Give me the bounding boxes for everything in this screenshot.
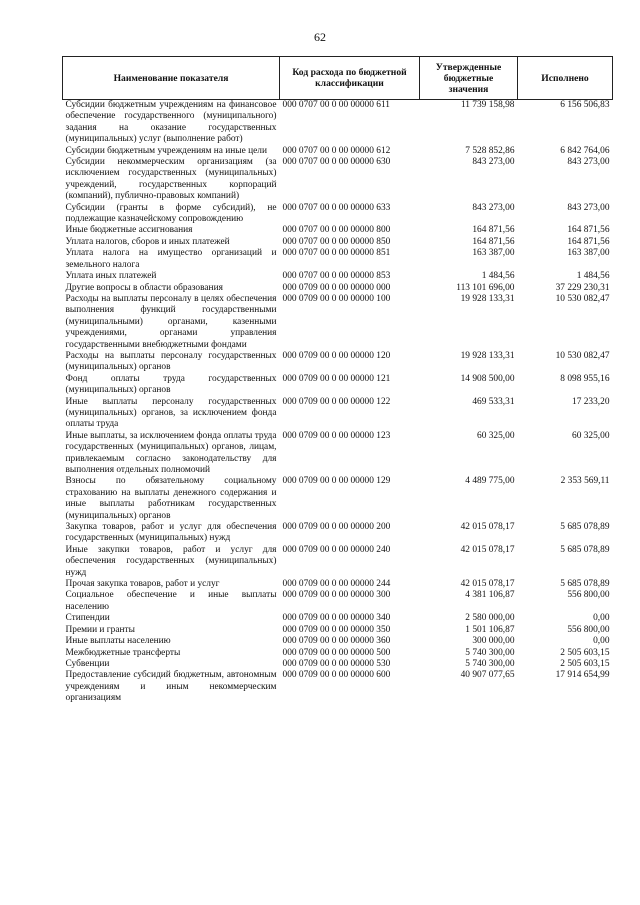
approved-value-cell: 19 928 133,31 <box>460 350 515 361</box>
executed-value-cell: 17 914 654,99 <box>555 670 610 681</box>
header-expense-code: Код расхода по бюджетной классификации <box>280 57 420 100</box>
approved-value-cell: 4 381 106,87 <box>465 590 515 601</box>
indicator-name-cell: Субсидии бюджетным учреждениям на иные цели <box>65 145 267 156</box>
expense-code-cell: 000 0707 00 0 00 00000 611 <box>282 100 390 110</box>
table-row <box>63 476 613 522</box>
approved-value-cell: 40 907 077,65 <box>460 670 515 681</box>
budget-execution-table <box>62 56 613 705</box>
table-row <box>63 648 613 659</box>
table-row <box>63 283 613 294</box>
executed-value-cell: 843 273,00 <box>567 202 610 213</box>
expense-code-cell: 000 0709 00 0 00 00000 129 <box>282 476 391 487</box>
expense-code-cell: 000 0709 00 0 00 00000 350 <box>282 624 391 635</box>
approved-value-cell: 5 740 300,00 <box>465 647 515 658</box>
table-row <box>63 590 613 613</box>
indicator-name-cell: Иные выплаты, за исключением фонда оплаты труда государственных (муниципальных) органов, лицам, привлекаемым согласно законодательству для выполнения отдельных полномочий <box>65 430 277 475</box>
table-row <box>63 522 613 545</box>
expense-code-cell: 000 0707 00 0 00 00000 633 <box>282 202 391 213</box>
expense-code-cell: 000 0709 00 0 00 00000 500 <box>282 647 391 658</box>
table-body <box>63 100 613 705</box>
approved-value-cell: 164 871,56 <box>472 236 515 247</box>
approved-value-cell: 5 740 300,00 <box>465 658 515 669</box>
approved-value-cell: 11 739 158,98 <box>460 100 515 110</box>
approved-value-cell: 14 908 500,00 <box>460 373 515 384</box>
indicator-name-cell: Иные выплаты населению <box>65 636 171 647</box>
indicator-name-cell: Субсидии бюджетным учреждениям на финансовое обеспечение государственного (муниципального) задания на оказание государственных (муниципальных) услуг (выполнение работ) <box>65 100 277 145</box>
expense-code-cell: 000 0709 00 0 00 00000 122 <box>282 396 391 407</box>
executed-value-cell: 556 800,00 <box>567 624 610 635</box>
expense-code-cell: 000 0707 00 0 00 00000 612 <box>282 145 391 156</box>
indicator-name-cell: Прочая закупка товаров, работ и услуг <box>65 579 220 590</box>
executed-value-cell: 5 685 078,89 <box>560 544 610 555</box>
executed-value-cell: 60 325,00 <box>572 430 610 441</box>
executed-value-cell: 10 530 082,47 <box>555 293 610 304</box>
indicator-name-cell: Субсидии (гранты в форме субсидий), не подлежащие казначейскому сопровождению <box>65 202 277 225</box>
page-number: 62 <box>314 30 326 44</box>
expense-code-cell: 000 0709 00 0 00 00000 600 <box>282 670 391 681</box>
executed-value-cell: 556 800,00 <box>567 590 610 601</box>
expense-code-cell: 000 0709 00 0 00 00000 244 <box>282 579 391 590</box>
executed-value-cell: 10 530 082,47 <box>555 350 610 361</box>
executed-value-cell: 1 484,56 <box>576 271 610 282</box>
expense-code-cell: 000 0709 00 0 00 00000 120 <box>282 350 391 361</box>
table-row <box>63 374 613 397</box>
indicator-name-cell: Иные выплаты персоналу государственных (муниципальных) органов, за исключением фонда оплаты труда <box>65 396 277 430</box>
indicator-name-cell: Межбюджетные трансферты <box>65 647 181 658</box>
approved-value-cell: 300 000,00 <box>472 636 515 647</box>
expense-code-cell: 000 0709 00 0 00 00000 360 <box>282 636 391 647</box>
approved-value-cell: 19 928 133,31 <box>460 293 515 304</box>
table-row <box>63 100 613 146</box>
table-row <box>63 294 613 351</box>
header-row <box>63 57 613 100</box>
approved-value-cell: 163 387,00 <box>472 248 515 259</box>
table-row <box>63 579 613 590</box>
table-row <box>63 670 613 704</box>
indicator-name-cell: Уплата налога на имущество организаций и земельного налога <box>65 248 277 270</box>
approved-value-cell: 1 484,56 <box>481 271 515 282</box>
indicator-name-cell: Расходы на выплаты персоналу государственных (муниципальных) органов <box>65 350 277 373</box>
approved-value-cell: 4 489 775,00 <box>465 476 515 487</box>
executed-value-cell: 37 229 230,31 <box>555 282 610 293</box>
table-row <box>63 248 613 271</box>
table-row <box>63 397 613 431</box>
expense-code-cell: 000 0707 00 0 00 00000 851 <box>282 248 391 259</box>
executed-value-cell: 0,00 <box>593 636 610 647</box>
table-row <box>63 225 613 236</box>
indicator-name-cell: Уплата иных платежей <box>65 271 157 282</box>
executed-value-cell: 8 098 955,16 <box>560 373 610 384</box>
expense-code-cell: 000 0709 00 0 00 00000 100 <box>282 293 391 304</box>
table-row <box>63 351 613 374</box>
indicator-name-cell: Стипендии <box>65 613 110 624</box>
executed-value-cell: 5 685 078,89 <box>560 579 610 590</box>
approved-value-cell: 469 533,31 <box>472 396 515 407</box>
table-row <box>63 625 613 636</box>
approved-value-cell: 42 015 078,17 <box>460 579 515 590</box>
executed-value-cell: 0,00 <box>593 613 610 624</box>
executed-value-cell: 163 387,00 <box>567 248 610 259</box>
executed-value-cell: 2 505 603,15 <box>560 658 610 669</box>
table-row <box>63 203 613 226</box>
indicator-name-cell: Социальное обеспечение и иные выплаты населению <box>65 590 277 612</box>
approved-value-cell: 164 871,56 <box>472 225 515 236</box>
expense-code-cell: 000 0707 00 0 00 00000 853 <box>282 271 391 282</box>
indicator-name-cell: Субвенции <box>65 658 110 669</box>
expense-code-cell: 000 0709 00 0 00 00000 300 <box>282 590 391 601</box>
executed-value-cell: 2 353 569,11 <box>560 476 610 487</box>
executed-value-cell: 6 156 506,83 <box>560 100 610 110</box>
approved-value-cell: 42 015 078,17 <box>460 522 515 533</box>
executed-value-cell: 164 871,56 <box>567 236 610 247</box>
expense-code-cell: 000 0709 00 0 00 00000 240 <box>282 544 391 555</box>
expense-code-cell: 000 0709 00 0 00 00000 340 <box>282 613 391 624</box>
expense-code-cell: 000 0707 00 0 00 00000 630 <box>282 157 391 168</box>
executed-value-cell: 5 685 078,89 <box>560 522 610 533</box>
indicator-name-cell: Предоставление субсидий бюджетным, автономным учреждениям и иным некоммерческим организациям <box>65 670 277 704</box>
table-row <box>63 157 613 203</box>
approved-value-cell: 113 101 696,00 <box>456 282 515 293</box>
indicator-name-cell: Субсидии некоммерческим организациям (за исключением государственных (муниципальных) учреждений, государственных корпораций (компаний), публично-правовых компаний) <box>65 157 277 202</box>
expense-code-cell: 000 0709 00 0 00 00000 530 <box>282 658 391 669</box>
approved-value-cell: 843 273,00 <box>472 202 515 213</box>
table-row <box>63 659 613 670</box>
approved-value-cell: 7 528 852,86 <box>465 145 515 156</box>
header-indicator-name: Наименование показателя <box>63 57 280 100</box>
table-row <box>63 545 613 579</box>
indicator-name-cell: Другие вопросы в области образования <box>65 282 223 293</box>
expense-code-cell: 000 0709 00 0 00 00000 123 <box>282 430 391 441</box>
table-row <box>63 431 613 477</box>
table-row <box>63 613 613 624</box>
executed-value-cell: 17 233,20 <box>572 396 610 407</box>
expense-code-cell: 000 0709 00 0 00 00000 200 <box>282 522 391 533</box>
expense-code-cell: 000 0709 00 0 00 00000 121 <box>282 373 391 384</box>
expense-code-cell: 000 0707 00 0 00 00000 850 <box>282 236 391 247</box>
indicator-name-cell: Закупка товаров, работ и услуг для обеспечения государственных (муниципальных) нужд <box>65 522 277 544</box>
indicator-name-cell: Иные закупки товаров, работ и услуг для обеспечения государственных (муниципальных) нужд <box>65 544 277 578</box>
indicator-name-cell: Уплата налогов, сборов и иных платежей <box>65 236 230 247</box>
expense-code-cell: 000 0707 00 0 00 00000 800 <box>282 225 391 236</box>
indicator-name-cell: Иные бюджетные ассигнования <box>65 225 193 236</box>
header-executed: Исполнено <box>518 57 613 100</box>
approved-value-cell: 60 325,00 <box>477 430 515 441</box>
approved-value-cell: 2 580 000,00 <box>465 613 515 624</box>
indicator-name-cell: Взносы по обязательному социальному страхованию на выплаты денежного содержания и иные выплаты работникам государственных (муниципальных) органов <box>65 476 277 521</box>
table-row <box>63 237 613 248</box>
approved-value-cell: 42 015 078,17 <box>460 544 515 555</box>
expense-code-cell: 000 0709 00 0 00 00000 000 <box>282 282 391 293</box>
indicator-name-cell: Фонд оплаты труда государственных (муниципальных) органов <box>65 373 277 396</box>
approved-value-cell: 843 273,00 <box>472 157 515 168</box>
header-approved-values: Утвержденные бюджетные значения <box>420 57 518 100</box>
indicator-name-cell: Премии и гранты <box>65 624 135 635</box>
executed-value-cell: 164 871,56 <box>567 225 610 236</box>
table-header <box>63 57 613 100</box>
executed-value-cell: 843 273,00 <box>567 157 610 168</box>
table-row <box>63 636 613 647</box>
executed-value-cell: 6 842 764,06 <box>560 145 610 156</box>
table-row <box>63 271 613 282</box>
approved-value-cell: 1 501 106,87 <box>465 624 515 635</box>
indicator-name-cell: Расходы на выплаты персоналу в целях обеспечения выполнения функций государственными (муниципальными) органами, казенными учреждениями, органами управления государственными внебюджетными фондами <box>65 293 277 350</box>
executed-value-cell: 2 505 603,15 <box>560 647 610 658</box>
table-row <box>63 146 613 157</box>
